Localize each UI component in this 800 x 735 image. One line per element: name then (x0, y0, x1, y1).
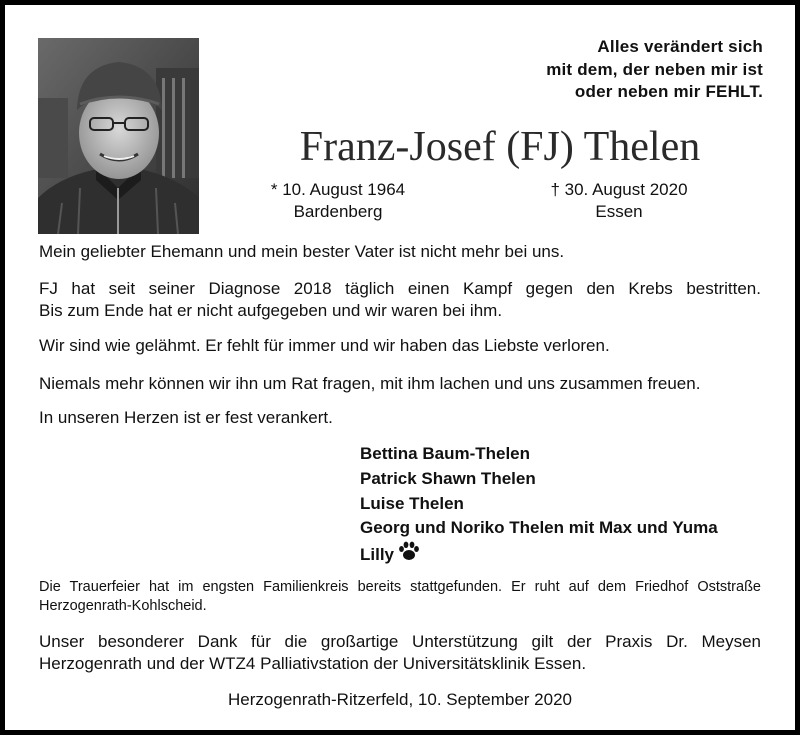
mourner-name: Lilly (360, 544, 395, 564)
mourner-row-pet (360, 541, 718, 569)
paw-print-icon (398, 541, 420, 569)
place-date: Herzogenrath-Ritzerfeld, 10. September 2020 (228, 690, 572, 709)
body-paragraph: Wir sind wie gelähmt. Er fehlt für immer und wir haben das Liebste verloren. (39, 336, 610, 355)
thanks-note: Unser besonderer Dank für die großartige Unterstützung gilt der Praxis Dr. Meysen Herzogenrath und der WTZ4 Palliativstation der Universitätsklinik Essen. (39, 632, 761, 673)
mourners-list (360, 442, 718, 569)
deceased-name: Franz-Josef (FJ) Thelen (299, 124, 701, 170)
death-date: † 30. August 2020 (550, 180, 688, 199)
body-line: Bis zum Ende hat er nicht aufgegeben und wir waren bei ihm. (39, 301, 503, 320)
body-paragraph: Mein geliebter Ehemann und mein bester Vater ist nicht mehr bei uns. (39, 242, 565, 261)
body-paragraph: Niemals mehr können wir ihn um Rat fragen, mit ihm lachen und uns zusammen freuen. (39, 374, 701, 393)
mourner-name: Georg und Noriko Thelen mit Max und Yuma (360, 518, 718, 538)
quote (546, 36, 763, 104)
mourner-name: Luise Thelen (360, 493, 464, 513)
body-line: FJ hat seit seiner Diagnose 2018 täglich einen Kampf gegen den Krebs bestritten. (39, 279, 761, 298)
birth-place: Bardenberg (293, 202, 383, 221)
body-paragraph: In unseren Herzen ist er fest verankert. (39, 408, 333, 427)
body-paragraph (39, 278, 761, 322)
death-info (539, 179, 699, 223)
mourner-name: Bettina Baum-Thelen (360, 444, 531, 463)
quote-line: Alles verändert sich (597, 37, 763, 56)
quote-line: oder neben mir FEHLT. (574, 82, 763, 101)
mourner-name: Patrick Shawn Thelen (360, 468, 536, 488)
quote-line: mit dem, der neben mir ist (546, 59, 763, 79)
birth-date: * 10. August 1964 (270, 180, 406, 199)
funeral-note: Die Trauerfeier hat im engsten Familienkreis bereits stattgefunden. Er ruht auf dem Friedhof Oststraße Herzogenrath-Kohlscheid. (39, 579, 761, 614)
birth-info (263, 179, 413, 223)
death-place: Essen (595, 202, 643, 221)
